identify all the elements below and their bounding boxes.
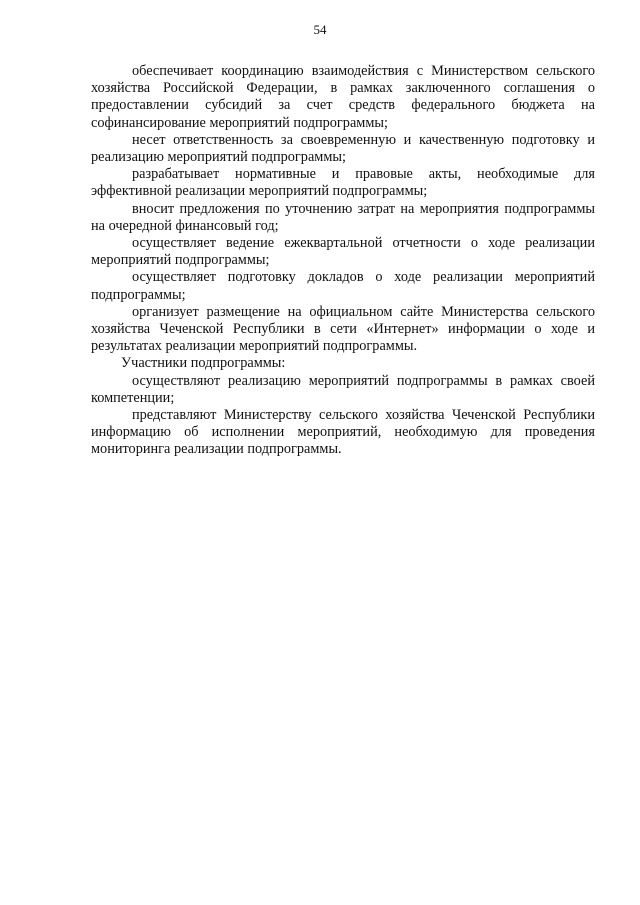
paragraph-responsibility: несет ответственность за своевременную и качественную подготовку и реализацию мероприятий подпрограммы; bbox=[91, 131, 595, 166]
paragraph-participants-information: представляют Министерству сельского хозяйства Чеченской Республики информацию об исполнении мероприятий, необходимую для проведения мониторинга реализации подпрограммы. bbox=[91, 407, 595, 458]
document-body bbox=[91, 63, 595, 459]
paragraph-legal-acts: разрабатывает нормативные и правовые акты, необходимые для эффективной реализации мероприятий подпрограммы; bbox=[91, 166, 595, 200]
page-number: 54 bbox=[313, 22, 327, 37]
paragraph-participants-implementation: осуществляют реализацию мероприятий подпрограммы в рамках своей компетенции; bbox=[91, 372, 595, 406]
participants-heading: Участники подпрограммы: bbox=[121, 355, 286, 372]
paragraph-coordination: обеспечивает координацию взаимодействия с Министерством сельского хозяйства Российской Федерации, в рамках заключенного соглашения о предоставлении субсидий за счет средств федерального бюджета на софинансирование мероприятий подпрограммы; bbox=[91, 63, 595, 131]
paragraph-quarterly-reporting: осуществляет ведение ежеквартальной отчетности о ходе реализации мероприятий подпрограммы; bbox=[91, 235, 595, 269]
paragraph-reports-preparation: осуществляет подготовку докладов о ходе реализации мероприятий подпрограммы; bbox=[91, 269, 595, 303]
paragraph-website-publication: организует размещение на официальном сайте Министерства сельского хозяйства Чеченской Республики в сети «Интернет» информации о ходе и результатах реализации мероприятий подпрограммы. bbox=[91, 303, 595, 355]
paragraph-cost-proposals: вносит предложения по уточнению затрат на мероприятия подпрограммы на очередной финансовый год; bbox=[91, 200, 595, 234]
